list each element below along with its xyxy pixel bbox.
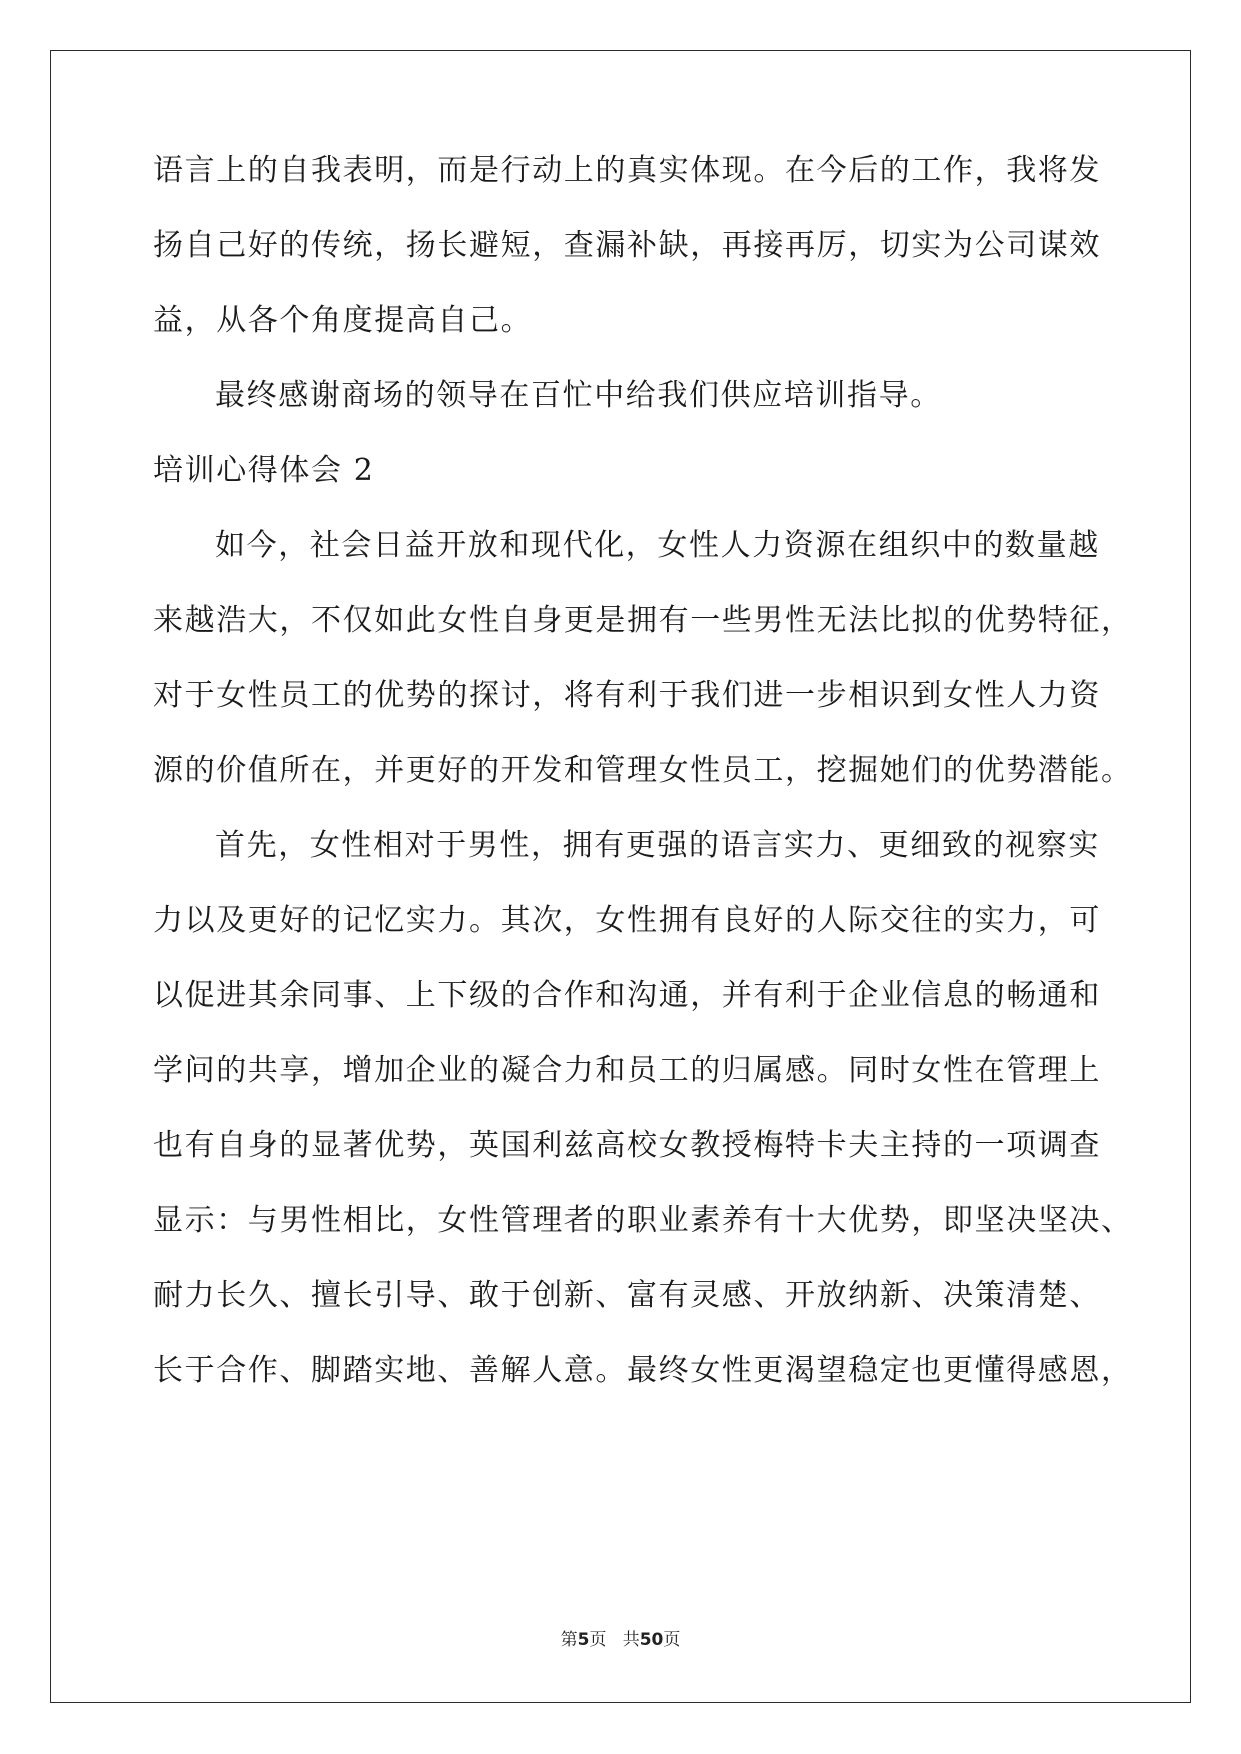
body-line: 也有自身的显著优势，英国利兹高校女教授梅特卡夫主持的一项调查 [153,1128,1101,1163]
body-line: 源的价值所在，并更好的开发和管理女性员工，挖掘她们的优势潜能。 [153,753,1133,788]
footer-page-suffix: 页 [589,1630,607,1650]
footer-prefix: 第 [560,1630,578,1650]
body-line: 对于女性员工的优势的探讨，将有利于我们进一步相识到女性人力资 [153,678,1101,713]
body-line: 如今，社会日益开放和现代化，女性人力资源在组织中的数量越 [215,528,1100,563]
body-line: 来越浩大，不仅如此女性自身更是拥有一些男性无法比拟的优势特征， [153,603,1133,638]
body-line: 最终感谢商场的领导在百忙中给我们供应培训指导。 [215,378,942,413]
body-line: 力以及更好的记忆实力。其次，女性拥有良好的人际交往的实力，可 [153,903,1101,938]
body-line: 语言上的自我表明，而是行动上的真实体现。在今后的工作，我将发 [153,153,1101,188]
section-heading: 培训心得体会 2 [153,453,375,488]
page-footer [0,1625,1241,1650]
body-line: 耐力长久、擅长引导、敢于创新、富有灵感、开放纳新、决策清楚、 [153,1278,1101,1313]
body-line: 长于合作、脚踏实地、善解人意。最终女性更渴望稳定也更懂得感恩， [153,1353,1133,1388]
body-line: 显示：与男性相比，女性管理者的职业素养有十大优势，即坚决坚决、 [153,1203,1133,1238]
footer-total-prefix: 共 [622,1630,640,1650]
footer-total-pages: 50 [639,1630,664,1650]
body-line: 学问的共享，增加企业的凝合力和员工的归属感。同时女性在管理上 [153,1053,1101,1088]
body-line: 以促进其余同事、上下级的合作和沟通，并有利于企业信息的畅通和 [153,978,1101,1013]
footer-total-suffix: 页 [663,1630,681,1650]
footer-page-number: 5 [577,1630,590,1650]
body-line: 益，从各个角度提高自己。 [153,303,533,338]
body-line: 首先，女性相对于男性，拥有更强的语言实力、更细致的视察实 [215,828,1100,863]
body-line: 扬自己好的传统，扬长避短，查漏补缺，再接再厉，切实为公司谋效 [153,228,1101,263]
